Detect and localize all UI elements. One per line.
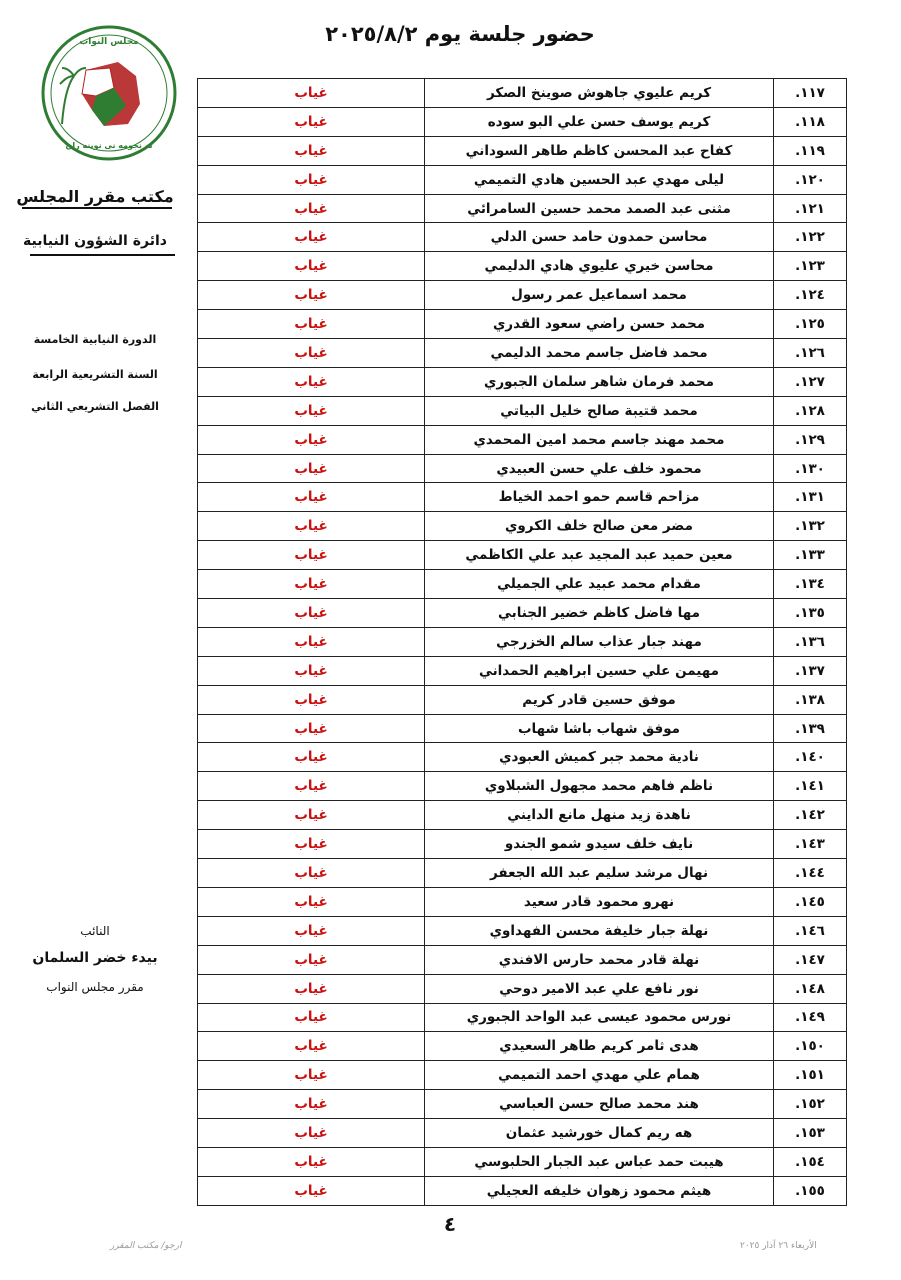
attendance-status: غياب bbox=[198, 859, 425, 888]
member-name: نهلة قادر محمد حارس الافندي bbox=[425, 945, 774, 974]
attendance-status: غياب bbox=[198, 1090, 425, 1119]
table-row bbox=[198, 685, 847, 714]
attendance-status: غياب bbox=[198, 801, 425, 830]
attendance-status: غياب bbox=[198, 454, 425, 483]
table-row bbox=[198, 1147, 847, 1176]
member-name: مزاحم قاسم حمو احمد الخياط bbox=[425, 483, 774, 512]
member-number: ١٣٧. bbox=[774, 656, 847, 685]
signatory-name: بيدء خضر السلمان bbox=[32, 950, 158, 966]
attendance-status: غياب bbox=[198, 310, 425, 339]
member-number: ١٣٩. bbox=[774, 714, 847, 743]
member-number: ١٤٩. bbox=[774, 1003, 847, 1032]
member-name: محمد قتيبة صالح خليل البياتي bbox=[425, 396, 774, 425]
member-number: ١٣٤. bbox=[774, 570, 847, 599]
table-row bbox=[198, 454, 847, 483]
table-row bbox=[198, 252, 847, 281]
member-number: ١٣٣. bbox=[774, 541, 847, 570]
attendance-status: غياب bbox=[198, 425, 425, 454]
table-row bbox=[198, 570, 847, 599]
member-number: ١٤٠. bbox=[774, 743, 847, 772]
member-name: مقدام محمد عبيد علي الجميلي bbox=[425, 570, 774, 599]
member-name: محمد اسماعيل عمر رسول bbox=[425, 281, 774, 310]
member-name: نورس محمود عيسى عبد الواحد الجبوري bbox=[425, 1003, 774, 1032]
attendance-status: غياب bbox=[198, 743, 425, 772]
table-row bbox=[198, 916, 847, 945]
member-name: مهيمن علي حسين ابراهيم الحمداني bbox=[425, 656, 774, 685]
legislative-year-label: السنة التشريعية الرابعة bbox=[32, 368, 158, 381]
office-underline bbox=[22, 207, 172, 209]
attendance-status: غياب bbox=[198, 772, 425, 801]
member-name: هدى ثامر كريم طاهر السعيدي bbox=[425, 1032, 774, 1061]
attendance-table bbox=[197, 78, 847, 1206]
table-row bbox=[198, 1032, 847, 1061]
table-row bbox=[198, 310, 847, 339]
table-row bbox=[198, 512, 847, 541]
attendance-status: غياب bbox=[198, 281, 425, 310]
member-name: نايف خلف سيدو شمو الجندو bbox=[425, 830, 774, 859]
logo-bottom-text: ئه نجومه نی نوینه ران bbox=[65, 141, 153, 150]
member-name: نادية محمد جبر كميش العبودي bbox=[425, 743, 774, 772]
table-row bbox=[198, 367, 847, 396]
member-number: ١٥٠. bbox=[774, 1032, 847, 1061]
member-name: محمد فرمان شاهر سلمان الجبوري bbox=[425, 367, 774, 396]
member-number: ١٤٣. bbox=[774, 830, 847, 859]
attendance-status: غياب bbox=[198, 1119, 425, 1148]
footer-note-right: الأربعاء ٢٦ آذار ٢٠٢٥ bbox=[740, 1241, 817, 1251]
attendance-status: غياب bbox=[198, 252, 425, 281]
attendance-table-body bbox=[198, 79, 847, 1206]
attendance-status: غياب bbox=[198, 830, 425, 859]
member-name: نهال مرشد سليم عبد الله الجعفر bbox=[425, 859, 774, 888]
table-row bbox=[198, 483, 847, 512]
attendance-status: غياب bbox=[198, 483, 425, 512]
table-row bbox=[198, 974, 847, 1003]
member-number: ١٤٧. bbox=[774, 945, 847, 974]
table-row bbox=[198, 107, 847, 136]
table-row bbox=[198, 743, 847, 772]
member-number: ١٥١. bbox=[774, 1061, 847, 1090]
member-name: مثنى عبد الصمد محمد حسين السامرائي bbox=[425, 194, 774, 223]
member-number: ١٥٥. bbox=[774, 1176, 847, 1205]
member-number: ١٣٨. bbox=[774, 685, 847, 714]
member-number: ١٤١. bbox=[774, 772, 847, 801]
attendance-status: غياب bbox=[198, 599, 425, 628]
office-heading: مكتب مقرر المجلس bbox=[16, 187, 174, 206]
member-number: ١٣١. bbox=[774, 483, 847, 512]
parliament-logo bbox=[40, 24, 178, 162]
member-number: ١٤٦. bbox=[774, 916, 847, 945]
table-row bbox=[198, 945, 847, 974]
table-row bbox=[198, 1003, 847, 1032]
attendance-status: غياب bbox=[198, 396, 425, 425]
member-number: ١٣٠. bbox=[774, 454, 847, 483]
signatory-role: مقرر مجلس النواب bbox=[46, 980, 144, 994]
member-number: ١١٨. bbox=[774, 107, 847, 136]
member-number: ١١٧. bbox=[774, 79, 847, 108]
member-name: هيثم محمود زهوان خليفه العجيلي bbox=[425, 1176, 774, 1205]
member-name: نهلة جبار خليفة محسن الفهداوي bbox=[425, 916, 774, 945]
member-number: ١٢٢. bbox=[774, 223, 847, 252]
attendance-status: غياب bbox=[198, 512, 425, 541]
footer-note-left: ارجو/ مكتب المقرر bbox=[110, 1241, 182, 1251]
table-row bbox=[198, 627, 847, 656]
member-name: معين حميد عبد المجيد عبد علي الكاظمي bbox=[425, 541, 774, 570]
department-heading: دائرة الشؤون النيابية bbox=[23, 233, 167, 249]
member-name: محمد مهند جاسم محمد امين المحمدي bbox=[425, 425, 774, 454]
member-number: ١٣٦. bbox=[774, 627, 847, 656]
attendance-status: غياب bbox=[198, 656, 425, 685]
member-name: هه ريم كمال خورشيد عثمان bbox=[425, 1119, 774, 1148]
attendance-status: غياب bbox=[198, 165, 425, 194]
table-row bbox=[198, 714, 847, 743]
member-name: هيبت حمد عباس عبد الجبار الحلبوسي bbox=[425, 1147, 774, 1176]
member-name: مهند جبار عذاب سالم الخزرجي bbox=[425, 627, 774, 656]
member-number: ١٢٤. bbox=[774, 281, 847, 310]
attendance-status: غياب bbox=[198, 223, 425, 252]
member-name: كريم يوسف حسن علي البو سوده bbox=[425, 107, 774, 136]
attendance-status: غياب bbox=[198, 945, 425, 974]
member-name: كفاح عبد المحسن كاظم طاهر السوداني bbox=[425, 136, 774, 165]
signatory-title: النائب bbox=[80, 924, 110, 938]
member-name: ناهدة زيد منهل مانع الدايني bbox=[425, 801, 774, 830]
attendance-status: غياب bbox=[198, 136, 425, 165]
attendance-status: غياب bbox=[198, 887, 425, 916]
member-name: مضر معن صالح خلف الكروي bbox=[425, 512, 774, 541]
member-number: ١٣٢. bbox=[774, 512, 847, 541]
member-number: ١٥٣. bbox=[774, 1119, 847, 1148]
table-row bbox=[198, 223, 847, 252]
table-row bbox=[198, 339, 847, 368]
member-name: مها فاضل كاظم خضير الجنابي bbox=[425, 599, 774, 628]
member-number: ١١٩. bbox=[774, 136, 847, 165]
attendance-status: غياب bbox=[198, 79, 425, 108]
attendance-status: غياب bbox=[198, 570, 425, 599]
member-number: ١٤٥. bbox=[774, 887, 847, 916]
member-number: ١٣٥. bbox=[774, 599, 847, 628]
attendance-status: غياب bbox=[198, 1003, 425, 1032]
member-name: همام علي مهدي احمد التميمي bbox=[425, 1061, 774, 1090]
member-name: كريم عليوي جاهوش صوينخ الصكر bbox=[425, 79, 774, 108]
attendance-status: غياب bbox=[198, 916, 425, 945]
member-name: ناظم فاهم محمد مجهول الشبلاوي bbox=[425, 772, 774, 801]
attendance-status: غياب bbox=[198, 685, 425, 714]
member-number: ١٥٢. bbox=[774, 1090, 847, 1119]
page-number: ٤ bbox=[443, 1212, 457, 1236]
member-name: موفق حسين قادر كريم bbox=[425, 685, 774, 714]
attendance-status: غياب bbox=[198, 107, 425, 136]
table-row bbox=[198, 396, 847, 425]
member-number: ١٢٥. bbox=[774, 310, 847, 339]
member-number: ١٢١. bbox=[774, 194, 847, 223]
member-name: محمد حسن راضي سعود القدري bbox=[425, 310, 774, 339]
attendance-status: غياب bbox=[198, 1032, 425, 1061]
table-row bbox=[198, 599, 847, 628]
member-number: ١٥٤. bbox=[774, 1147, 847, 1176]
attendance-status: غياب bbox=[198, 1061, 425, 1090]
member-number: ١٤٢. bbox=[774, 801, 847, 830]
member-number: ١٢٣. bbox=[774, 252, 847, 281]
member-name: محاسن حمدون حامد حسن الدلي bbox=[425, 223, 774, 252]
legislative-term-label: الفصل التشريعي الثاني bbox=[31, 400, 159, 413]
attendance-status: غياب bbox=[198, 1147, 425, 1176]
attendance-status: غياب bbox=[198, 367, 425, 396]
member-number: ١٢٠. bbox=[774, 165, 847, 194]
attendance-status: غياب bbox=[198, 541, 425, 570]
session-label: الدورة النيابية الخامسة bbox=[33, 333, 157, 346]
table-row bbox=[198, 541, 847, 570]
table-row bbox=[198, 136, 847, 165]
table-row bbox=[198, 1090, 847, 1119]
table-row bbox=[198, 1061, 847, 1090]
member-name: موفق شهاب باشا شهاب bbox=[425, 714, 774, 743]
table-row bbox=[198, 830, 847, 859]
attendance-status: غياب bbox=[198, 339, 425, 368]
member-name: هند محمد صالح حسن العباسي bbox=[425, 1090, 774, 1119]
table-row bbox=[198, 1119, 847, 1148]
member-number: ١٤٤. bbox=[774, 859, 847, 888]
table-row bbox=[198, 425, 847, 454]
table-row bbox=[198, 281, 847, 310]
attendance-status: غياب bbox=[198, 1176, 425, 1205]
member-name: ليلى مهدي عبد الحسين هادي التميمي bbox=[425, 165, 774, 194]
logo-top-text: مجلس النواب bbox=[79, 37, 139, 47]
table-row bbox=[198, 656, 847, 685]
table-row bbox=[198, 772, 847, 801]
member-number: ١٤٨. bbox=[774, 974, 847, 1003]
table-row bbox=[198, 859, 847, 888]
member-name: نور نافع علي عبد الامير دوحي bbox=[425, 974, 774, 1003]
member-name: نهرو محمود قادر سعيد bbox=[425, 887, 774, 916]
member-name: محاسن خيري عليوي هادي الدليمي bbox=[425, 252, 774, 281]
table-row bbox=[198, 887, 847, 916]
member-name: محمد فاضل جاسم محمد الدليمي bbox=[425, 339, 774, 368]
table-row bbox=[198, 165, 847, 194]
table-row bbox=[198, 801, 847, 830]
member-number: ١٢٩. bbox=[774, 425, 847, 454]
attendance-status: غياب bbox=[198, 194, 425, 223]
member-number: ١٢٨. bbox=[774, 396, 847, 425]
department-underline bbox=[30, 254, 175, 256]
member-number: ١٢٧. bbox=[774, 367, 847, 396]
page-title: حضور جلسة يوم ٢٠٢٥/٨/٢ bbox=[325, 22, 595, 46]
table-row bbox=[198, 194, 847, 223]
attendance-status: غياب bbox=[198, 627, 425, 656]
attendance-status: غياب bbox=[198, 974, 425, 1003]
member-number: ١٢٦. bbox=[774, 339, 847, 368]
table-row bbox=[198, 79, 847, 108]
attendance-status: غياب bbox=[198, 714, 425, 743]
table-row bbox=[198, 1176, 847, 1205]
member-name: محمود خلف علي حسن العبيدي bbox=[425, 454, 774, 483]
